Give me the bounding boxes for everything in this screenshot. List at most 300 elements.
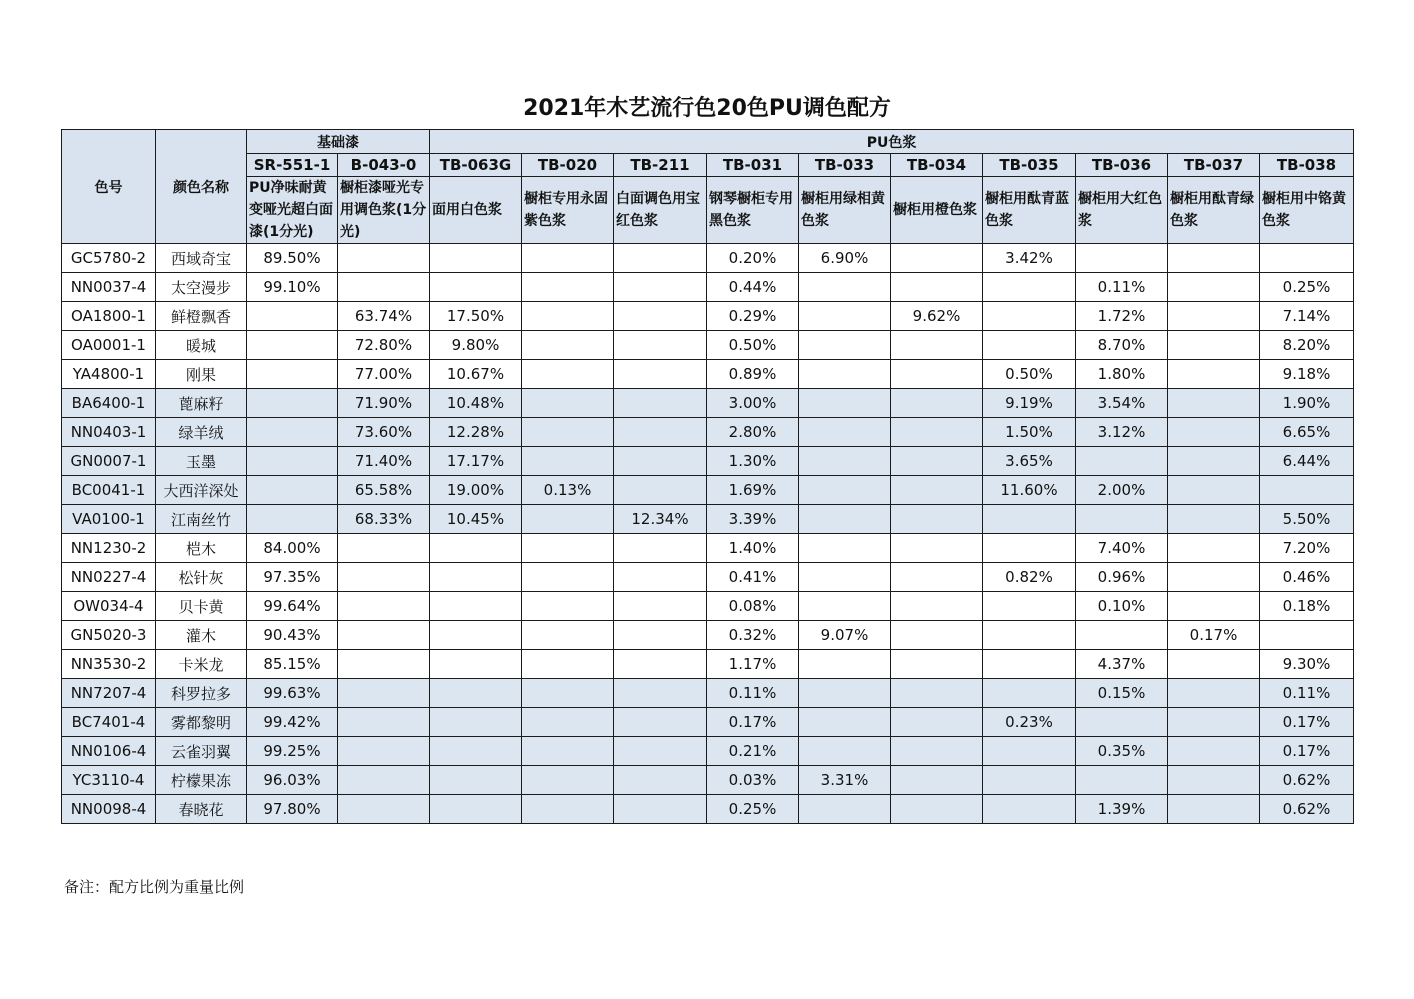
- color-code-cell: BA6400-1: [62, 389, 156, 418]
- color-code-cell: VA0100-1: [62, 505, 156, 534]
- product-code-header: TB-211: [614, 154, 707, 177]
- ratio-cell: [799, 592, 891, 621]
- ratio-cell: [522, 563, 614, 592]
- ratio-cell: 0.17%: [1260, 737, 1354, 766]
- color-name-cell: 太空漫步: [156, 273, 247, 302]
- ratio-cell: 3.00%: [707, 389, 799, 418]
- color-code-cell: NN1230-2: [62, 534, 156, 563]
- ratio-cell: [522, 505, 614, 534]
- ratio-cell: 0.35%: [1076, 737, 1168, 766]
- ratio-cell: 0.96%: [1076, 563, 1168, 592]
- ratio-cell: [799, 563, 891, 592]
- ratio-cell: 0.44%: [707, 273, 799, 302]
- product-code-header: TB-038: [1260, 154, 1354, 177]
- ratio-cell: 0.13%: [522, 476, 614, 505]
- ratio-cell: 0.11%: [1260, 679, 1354, 708]
- color-name-cell: 柠檬果冻: [156, 766, 247, 795]
- ratio-cell: [799, 418, 891, 447]
- table-row: [62, 650, 1354, 679]
- ratio-cell: [1168, 708, 1260, 737]
- product-code-header: TB-037: [1168, 154, 1260, 177]
- table-row: [62, 592, 1354, 621]
- ratio-cell: [1076, 447, 1168, 476]
- ratio-cell: [247, 476, 338, 505]
- color-name-cell: 科罗拉多: [156, 679, 247, 708]
- ratio-cell: 9.62%: [891, 302, 983, 331]
- ratio-cell: [430, 766, 522, 795]
- ratio-cell: [891, 360, 983, 389]
- color-code-cell: BC7401-4: [62, 708, 156, 737]
- ratio-cell: [338, 650, 430, 679]
- product-code-header: SR-551-1: [247, 154, 338, 177]
- ratio-cell: 1.40%: [707, 534, 799, 563]
- ratio-cell: 0.50%: [707, 331, 799, 360]
- product-description-header: 橱柜用橙色浆: [891, 177, 983, 244]
- ratio-cell: 0.11%: [1076, 273, 1168, 302]
- ratio-cell: 6.90%: [799, 244, 891, 273]
- ratio-cell: 19.00%: [430, 476, 522, 505]
- ratio-cell: [891, 563, 983, 592]
- product-code-header: TB-036: [1076, 154, 1168, 177]
- ratio-cell: 0.11%: [707, 679, 799, 708]
- product-description-header: 白面调色用宝红色浆: [614, 177, 707, 244]
- ratio-cell: [1168, 389, 1260, 418]
- ratio-cell: 0.03%: [707, 766, 799, 795]
- ratio-cell: 3.39%: [707, 505, 799, 534]
- ratio-cell: [430, 563, 522, 592]
- color-name-cell: 刚果: [156, 360, 247, 389]
- ratio-cell: 0.82%: [983, 563, 1076, 592]
- ratio-cell: 89.50%: [247, 244, 338, 273]
- ratio-cell: 1.17%: [707, 650, 799, 679]
- table-row: [62, 389, 1354, 418]
- ratio-cell: [891, 534, 983, 563]
- ratio-cell: [522, 418, 614, 447]
- color-code-cell: NN0106-4: [62, 737, 156, 766]
- ratio-cell: [799, 737, 891, 766]
- ratio-cell: 85.15%: [247, 650, 338, 679]
- ratio-cell: [1168, 418, 1260, 447]
- ratio-cell: 0.17%: [707, 708, 799, 737]
- ratio-cell: [614, 737, 707, 766]
- ratio-cell: [1076, 621, 1168, 650]
- ratio-cell: 77.00%: [338, 360, 430, 389]
- ratio-cell: 1.30%: [707, 447, 799, 476]
- color-code-cell: NN0403-1: [62, 418, 156, 447]
- color-code-cell: YA4800-1: [62, 360, 156, 389]
- ratio-cell: [891, 766, 983, 795]
- product-description-header: 橱柜用酞青蓝色浆: [983, 177, 1076, 244]
- ratio-cell: [799, 389, 891, 418]
- color-code-cell: GN5020-3: [62, 621, 156, 650]
- ratio-cell: 10.48%: [430, 389, 522, 418]
- table-row: [62, 244, 1354, 273]
- ratio-cell: 63.74%: [338, 302, 430, 331]
- ratio-cell: 71.40%: [338, 447, 430, 476]
- ratio-cell: [338, 766, 430, 795]
- ratio-cell: [799, 302, 891, 331]
- ratio-cell: [430, 244, 522, 273]
- ratio-cell: [1168, 563, 1260, 592]
- ratio-cell: [247, 302, 338, 331]
- ratio-cell: 0.17%: [1168, 621, 1260, 650]
- ratio-cell: [891, 476, 983, 505]
- ratio-cell: [522, 302, 614, 331]
- ratio-cell: [799, 795, 891, 824]
- ratio-cell: [522, 795, 614, 824]
- ratio-cell: [891, 331, 983, 360]
- ratio-cell: 10.45%: [430, 505, 522, 534]
- ratio-cell: [338, 795, 430, 824]
- ratio-cell: [522, 360, 614, 389]
- ratio-cell: [799, 447, 891, 476]
- table-row: [62, 679, 1354, 708]
- color-code-cell: OA0001-1: [62, 331, 156, 360]
- ratio-cell: [891, 273, 983, 302]
- product-description-header: 橱柜用酞青绿色浆: [1168, 177, 1260, 244]
- table-row: [62, 331, 1354, 360]
- table-row: [62, 447, 1354, 476]
- ratio-cell: [522, 679, 614, 708]
- ratio-cell: 4.37%: [1076, 650, 1168, 679]
- ratio-cell: [983, 650, 1076, 679]
- ratio-cell: 0.62%: [1260, 766, 1354, 795]
- color-name-cell: 江南丝竹: [156, 505, 247, 534]
- ratio-cell: [430, 708, 522, 737]
- ratio-cell: 6.65%: [1260, 418, 1354, 447]
- ratio-cell: [614, 389, 707, 418]
- ratio-cell: 3.12%: [1076, 418, 1168, 447]
- table-row: [62, 273, 1354, 302]
- ratio-cell: [1168, 331, 1260, 360]
- ratio-cell: 99.42%: [247, 708, 338, 737]
- ratio-cell: [614, 418, 707, 447]
- ratio-cell: [1168, 244, 1260, 273]
- ratio-cell: 17.17%: [430, 447, 522, 476]
- ratio-cell: 2.00%: [1076, 476, 1168, 505]
- ratio-cell: [430, 621, 522, 650]
- ratio-cell: [1168, 273, 1260, 302]
- product-description-header: 橱柜用大红色浆: [1076, 177, 1168, 244]
- ratio-cell: [891, 737, 983, 766]
- table-row: [62, 563, 1354, 592]
- ratio-cell: [430, 679, 522, 708]
- ratio-cell: [247, 360, 338, 389]
- ratio-cell: [1260, 476, 1354, 505]
- group-header-base-paint: 基础漆: [247, 130, 430, 154]
- ratio-cell: 73.60%: [338, 418, 430, 447]
- ratio-cell: [522, 273, 614, 302]
- product-code-header: TB-031: [707, 154, 799, 177]
- ratio-cell: 3.65%: [983, 447, 1076, 476]
- formula-table: [61, 129, 1354, 824]
- ratio-cell: [1168, 650, 1260, 679]
- ratio-cell: [247, 447, 338, 476]
- ratio-cell: [247, 331, 338, 360]
- footnote: 备注：配方比例为重量比例: [64, 878, 245, 896]
- ratio-cell: 5.50%: [1260, 505, 1354, 534]
- ratio-cell: 12.34%: [614, 505, 707, 534]
- ratio-cell: [983, 592, 1076, 621]
- product-description-header: 橱柜用绿相黄色浆: [799, 177, 891, 244]
- ratio-cell: [1168, 766, 1260, 795]
- ratio-cell: [1076, 505, 1168, 534]
- ratio-cell: 3.42%: [983, 244, 1076, 273]
- ratio-cell: [1168, 795, 1260, 824]
- ratio-cell: [799, 534, 891, 563]
- ratio-cell: 9.07%: [799, 621, 891, 650]
- color-name-cell: 灌木: [156, 621, 247, 650]
- ratio-cell: [614, 708, 707, 737]
- ratio-cell: 90.43%: [247, 621, 338, 650]
- ratio-cell: [338, 621, 430, 650]
- ratio-cell: 99.64%: [247, 592, 338, 621]
- product-description-header: 面用白色浆: [430, 177, 522, 244]
- ratio-cell: [891, 679, 983, 708]
- ratio-cell: [338, 708, 430, 737]
- ratio-cell: 0.18%: [1260, 592, 1354, 621]
- ratio-cell: [338, 563, 430, 592]
- product-code-header: TB-034: [891, 154, 983, 177]
- ratio-cell: 84.00%: [247, 534, 338, 563]
- ratio-cell: [430, 534, 522, 563]
- ratio-cell: 97.80%: [247, 795, 338, 824]
- color-name-cell: 暖城: [156, 331, 247, 360]
- ratio-cell: [799, 360, 891, 389]
- ratio-cell: 0.50%: [983, 360, 1076, 389]
- ratio-cell: [799, 273, 891, 302]
- table-row: [62, 418, 1354, 447]
- ratio-cell: 72.80%: [338, 331, 430, 360]
- ratio-cell: 0.23%: [983, 708, 1076, 737]
- ratio-cell: 97.35%: [247, 563, 338, 592]
- ratio-cell: [799, 476, 891, 505]
- color-name-cell: 鲜橙飘香: [156, 302, 247, 331]
- ratio-cell: 1.80%: [1076, 360, 1168, 389]
- ratio-cell: 99.10%: [247, 273, 338, 302]
- ratio-cell: [1168, 447, 1260, 476]
- ratio-cell: [430, 592, 522, 621]
- ratio-cell: [1168, 505, 1260, 534]
- ratio-cell: 0.32%: [707, 621, 799, 650]
- ratio-cell: [1168, 476, 1260, 505]
- table-row: [62, 766, 1354, 795]
- ratio-cell: [799, 331, 891, 360]
- ratio-cell: [1168, 534, 1260, 563]
- color-name-cell: 西域奇宝: [156, 244, 247, 273]
- table-row: [62, 534, 1354, 563]
- ratio-cell: [799, 505, 891, 534]
- ratio-cell: [614, 795, 707, 824]
- ratio-cell: [891, 708, 983, 737]
- color-code-cell: NN0037-4: [62, 273, 156, 302]
- ratio-cell: 1.90%: [1260, 389, 1354, 418]
- color-name-cell: 桤木: [156, 534, 247, 563]
- ratio-cell: [891, 389, 983, 418]
- ratio-cell: [338, 273, 430, 302]
- ratio-cell: [614, 273, 707, 302]
- ratio-cell: 12.28%: [430, 418, 522, 447]
- ratio-cell: [799, 650, 891, 679]
- product-code-header: TB-063G: [430, 154, 522, 177]
- color-name-cell: 卡米龙: [156, 650, 247, 679]
- ratio-cell: 9.19%: [983, 389, 1076, 418]
- product-description-header: 橱柜漆哑光专用调色浆(1分光): [338, 177, 430, 244]
- ratio-cell: [1076, 708, 1168, 737]
- product-code-header: B-043-0: [338, 154, 430, 177]
- ratio-cell: 0.20%: [707, 244, 799, 273]
- ratio-cell: [247, 418, 338, 447]
- ratio-cell: [983, 766, 1076, 795]
- ratio-cell: [247, 389, 338, 418]
- ratio-cell: 0.15%: [1076, 679, 1168, 708]
- color-code-cell: GC5780-2: [62, 244, 156, 273]
- ratio-cell: [891, 621, 983, 650]
- ratio-cell: [983, 302, 1076, 331]
- ratio-cell: 0.17%: [1260, 708, 1354, 737]
- ratio-cell: 8.20%: [1260, 331, 1354, 360]
- ratio-cell: [799, 679, 891, 708]
- table-header: [62, 130, 1354, 244]
- table-row: [62, 708, 1354, 737]
- ratio-cell: [891, 795, 983, 824]
- table-row: [62, 302, 1354, 331]
- ratio-cell: 0.29%: [707, 302, 799, 331]
- product-description-header: 钢琴橱柜专用黑色浆: [707, 177, 799, 244]
- table-row: [62, 476, 1354, 505]
- ratio-cell: [1260, 244, 1354, 273]
- ratio-cell: 96.03%: [247, 766, 338, 795]
- ratio-cell: [614, 476, 707, 505]
- color-code-cell: OA1800-1: [62, 302, 156, 331]
- ratio-cell: 10.67%: [430, 360, 522, 389]
- ratio-cell: [338, 534, 430, 563]
- ratio-cell: 6.44%: [1260, 447, 1354, 476]
- color-name-cell: 绿羊绒: [156, 418, 247, 447]
- ratio-cell: [983, 273, 1076, 302]
- color-code-cell: GN0007-1: [62, 447, 156, 476]
- color-code-cell: OW034-4: [62, 592, 156, 621]
- color-name-cell: 玉墨: [156, 447, 247, 476]
- ratio-cell: [522, 447, 614, 476]
- ratio-cell: [891, 447, 983, 476]
- ratio-cell: [1168, 360, 1260, 389]
- product-code-header: TB-020: [522, 154, 614, 177]
- color-code-cell: NN3530-2: [62, 650, 156, 679]
- ratio-cell: [983, 534, 1076, 563]
- table-row: [62, 795, 1354, 824]
- ratio-cell: 71.90%: [338, 389, 430, 418]
- ratio-cell: [1076, 766, 1168, 795]
- ratio-cell: 1.50%: [983, 418, 1076, 447]
- color-name-cell: 雾都黎明: [156, 708, 247, 737]
- color-code-cell: YC3110-4: [62, 766, 156, 795]
- ratio-cell: [614, 244, 707, 273]
- ratio-cell: 3.54%: [1076, 389, 1168, 418]
- ratio-cell: [891, 505, 983, 534]
- ratio-cell: [891, 244, 983, 273]
- ratio-cell: 0.25%: [707, 795, 799, 824]
- color-code-cell: NN0227-4: [62, 563, 156, 592]
- ratio-cell: [1168, 592, 1260, 621]
- ratio-cell: [338, 244, 430, 273]
- ratio-cell: 99.25%: [247, 737, 338, 766]
- ratio-cell: [522, 737, 614, 766]
- ratio-cell: [430, 737, 522, 766]
- ratio-cell: [614, 766, 707, 795]
- ratio-cell: [891, 650, 983, 679]
- ratio-cell: [338, 679, 430, 708]
- ratio-cell: 7.40%: [1076, 534, 1168, 563]
- column-header-color-name: 颜色名称: [156, 130, 247, 244]
- ratio-cell: [983, 331, 1076, 360]
- ratio-cell: [430, 650, 522, 679]
- ratio-cell: 0.08%: [707, 592, 799, 621]
- table-body: [62, 244, 1354, 824]
- ratio-cell: [522, 766, 614, 795]
- ratio-cell: [1260, 621, 1354, 650]
- ratio-cell: [247, 505, 338, 534]
- ratio-cell: 0.89%: [707, 360, 799, 389]
- page-title: 2021年木艺流行色20色PU调色配方: [523, 96, 891, 121]
- ratio-cell: [1168, 679, 1260, 708]
- color-name-cell: 春晓花: [156, 795, 247, 824]
- ratio-cell: [983, 621, 1076, 650]
- color-name-cell: 贝卡黄: [156, 592, 247, 621]
- ratio-cell: [983, 795, 1076, 824]
- ratio-cell: [614, 650, 707, 679]
- ratio-cell: 7.20%: [1260, 534, 1354, 563]
- product-description-header: 橱柜用中铬黄色浆: [1260, 177, 1354, 244]
- ratio-cell: [430, 795, 522, 824]
- color-code-cell: NN7207-4: [62, 679, 156, 708]
- ratio-cell: 99.63%: [247, 679, 338, 708]
- ratio-cell: [1076, 244, 1168, 273]
- color-name-cell: 云雀羽翼: [156, 737, 247, 766]
- table-row: [62, 737, 1354, 766]
- ratio-cell: 1.39%: [1076, 795, 1168, 824]
- column-header-color-code: 色号: [62, 130, 156, 244]
- product-code-header: TB-033: [799, 154, 891, 177]
- ratio-cell: 65.58%: [338, 476, 430, 505]
- ratio-cell: 0.10%: [1076, 592, 1168, 621]
- ratio-cell: [522, 621, 614, 650]
- ratio-cell: [1168, 737, 1260, 766]
- ratio-cell: 8.70%: [1076, 331, 1168, 360]
- ratio-cell: 68.33%: [338, 505, 430, 534]
- ratio-cell: [522, 534, 614, 563]
- ratio-cell: [614, 592, 707, 621]
- color-name-cell: 蓖麻籽: [156, 389, 247, 418]
- ratio-cell: [983, 737, 1076, 766]
- ratio-cell: [614, 331, 707, 360]
- product-code-header: TB-035: [983, 154, 1076, 177]
- ratio-cell: [891, 418, 983, 447]
- ratio-cell: [338, 592, 430, 621]
- ratio-cell: 0.41%: [707, 563, 799, 592]
- ratio-cell: 11.60%: [983, 476, 1076, 505]
- color-name-cell: 松针灰: [156, 563, 247, 592]
- ratio-cell: [983, 679, 1076, 708]
- ratio-cell: [522, 650, 614, 679]
- ratio-cell: [891, 592, 983, 621]
- ratio-cell: [522, 389, 614, 418]
- ratio-cell: [799, 708, 891, 737]
- ratio-cell: 7.14%: [1260, 302, 1354, 331]
- ratio-cell: 1.69%: [707, 476, 799, 505]
- ratio-cell: 0.62%: [1260, 795, 1354, 824]
- ratio-cell: 2.80%: [707, 418, 799, 447]
